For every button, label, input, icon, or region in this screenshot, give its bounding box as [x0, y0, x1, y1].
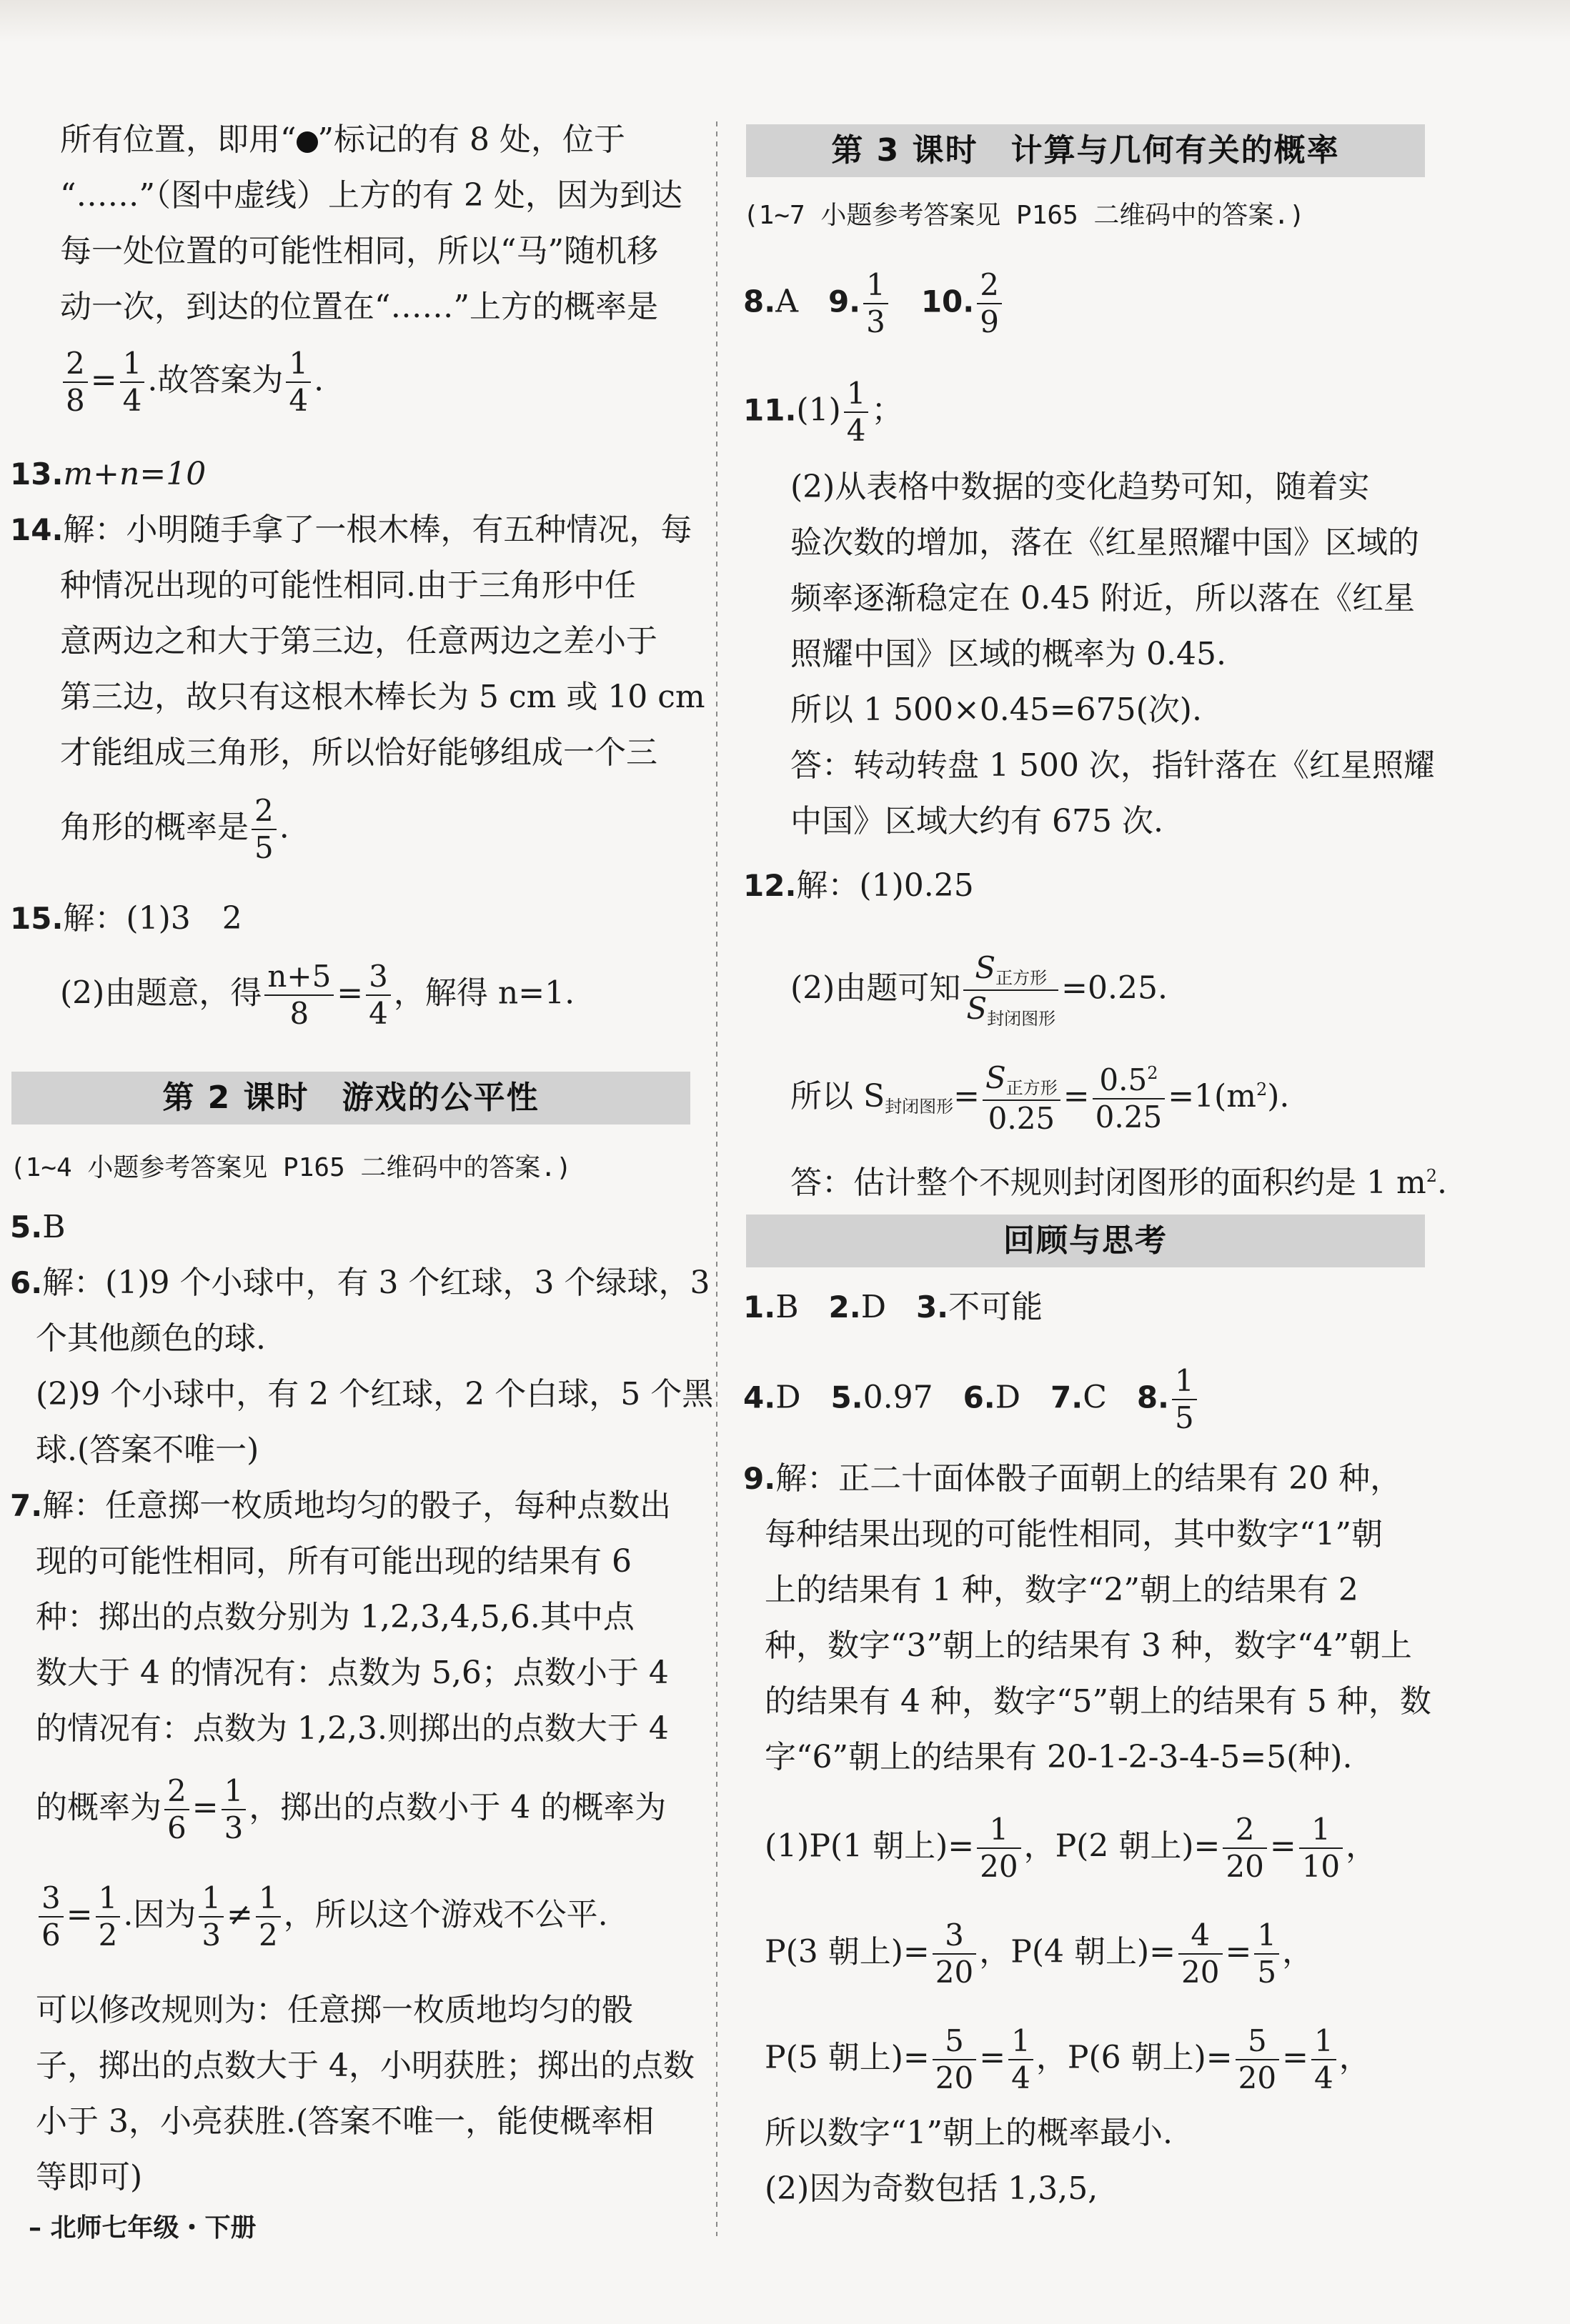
text-line: 上的结果有 1 种，数字“2”朝上的结果有 2 [765, 1572, 1358, 1608]
math-line: (2)由题可知 $\frac{S_{正方形}}{S_{封闭图形}}$ =0.25. [790, 950, 1168, 1029]
fraction: $\frac{5}{20}$ [1236, 2026, 1279, 2093]
fraction: $\frac{4}{20}$ [1178, 1920, 1222, 1988]
fraction: $\frac{3}{20}$ [933, 1920, 976, 1988]
fraction: $\frac{n+5}{8}$ [264, 962, 334, 1029]
fraction: $\frac{2}{20}$ [1223, 1815, 1266, 1882]
text-line: 验次数的增加，落在《红星照耀中国》区域的 [790, 524, 1419, 561]
text-line: (2)因为奇数包括 1,3,5, [765, 2170, 1098, 2207]
page-footer: – 北师七年级・下册 [29, 2213, 257, 2243]
text-line: 才能组成三角形，所以恰好能够组成一个三 [60, 734, 657, 771]
math-line: (1)P(1 朝上)= $\frac{1}{20}$ ，P(2 朝上)= $\frac{2}{20}$ = $\frac{1}{10}$ ， [765, 1812, 1378, 1884]
fraction: $\frac{0.5^2}{0.25}$ [1093, 1064, 1166, 1132]
answer-12: 12.解：(1)0.25 [743, 867, 974, 904]
text-line: 所以 1 500×0.45=675(次). [790, 692, 1202, 728]
answer-14: 14.解：小明随手拿了一根木棒，有五种情况，每 [10, 512, 692, 548]
fraction: $\frac{1}{5}$ [1254, 1920, 1279, 1988]
answer-9: 9.解：正二十面体骰子面朝上的结果有 20 种， [743, 1460, 1402, 1497]
text-line: 现的可能性相同，所有可能出现的结果有 6 [36, 1543, 632, 1580]
text-line: 种：掷出的点数分别为 1,2,3,4,5,6.其中点 [36, 1599, 635, 1635]
math-line: 所以 $S_{封闭图形}=$ $\frac{S_{正方形}}{0.25}$ = $\frac{0.5^2}{0.25}$ $=1(m^2)$. [790, 1060, 1290, 1136]
text-line: 中国》区域大约有 675 次. [790, 803, 1163, 839]
fraction: $\frac{1}{3}$ [222, 1776, 247, 1843]
math-line: 角形的概率是 $\frac{2}{5}$ . [60, 793, 289, 865]
text-line: 字“6”朝上的结果有 20-1-2-3-4-5=5(种). [765, 1739, 1353, 1775]
fraction: $\frac{2}{5}$ [252, 796, 277, 863]
answer-6: 6.解：(1)9 个小球中，有 3 个红球，3 个绿球，3 [10, 1265, 710, 1301]
text-line: 答：转动转盘 1 500 次，指针落在《红星照耀 [790, 747, 1435, 784]
math-line: 的概率为 $\frac{2}{6}$ = $\frac{1}{3}$ ，掷出的点数小于 4 的概率为 [36, 1773, 667, 1845]
text-line: 可以修改规则为：任意掷一枚质地均匀的骰 [36, 1992, 633, 2028]
reference-note: (1~7 小题参考答案见 P165 二维码中的答案.) [743, 201, 1305, 230]
fraction: $\frac{1}{4}$ [1008, 2026, 1033, 2093]
text-line: 第三边，故只有这根木棒长为 5 cm 或 10 cm [60, 679, 705, 715]
text-line: 种，数字“3”朝上的结果有 3 种，数字“4”朝上 [765, 1627, 1412, 1664]
fraction: $\frac{5}{20}$ [933, 2026, 976, 2093]
fraction: $\frac{2}{8}$ [63, 349, 88, 416]
text-line: 所有位置，即用“ ”标记的有 8 处，位于 [60, 121, 625, 158]
fraction: $\frac{3}{6}$ [39, 1883, 64, 1950]
text-line: “……”（图中虚线）上方的有 2 处，因为到达 [60, 177, 682, 214]
text-line: 意两边之和大于第三边，任意两边之差小于 [60, 623, 657, 659]
section-header-lesson-2: 第 2 课时 游戏的公平性 [11, 1072, 690, 1124]
fraction: $\frac{1}{4}$ [286, 349, 311, 416]
column-divider [716, 121, 717, 2236]
fraction: $\frac{1}{3}$ [863, 270, 888, 337]
text-line: 种情况出现的可能性相同.由于三角形中任 [60, 567, 636, 604]
fraction: $\frac{1}{4}$ [1311, 2026, 1336, 2093]
text-line: 每种结果出现的可能性相同，其中数字“1”朝 [765, 1516, 1383, 1552]
fraction: $\frac{1}{5}$ [1172, 1366, 1197, 1433]
text-line: 的结果有 4 种，数字“5”朝上的结果有 5 种，数 [765, 1683, 1431, 1720]
answer-13: 13.m+n=10 [10, 456, 207, 492]
horse-dot-icon [297, 131, 318, 153]
math-line: P(5 朝上)= $\frac{5}{20}$ = $\frac{1}{4}$ ，P(6 朝上)= $\frac{5}{20}$ = $\frac{1}{4}$ ， [765, 2023, 1371, 2095]
fraction: $\frac{1}{4}$ [120, 349, 145, 416]
answer-15: 15.解：(1)3 2 [10, 900, 242, 937]
text-line: (2)从表格中数据的变化趋势可知，随着实 [790, 469, 1370, 505]
answers-8-10: 8.A 9. $\frac{1}{3}$ 10. $\frac{2}{9}$ [743, 270, 1005, 337]
text-line: 小于 3，小亮获胜.(答案不唯一，能使概率相 [36, 2103, 655, 2140]
text-line: 子，掷出的点数大于 4，小明获胜；掷出的点数 [36, 2048, 695, 2084]
fraction: $\frac{3}{4}$ [366, 962, 391, 1029]
answers-1-3: 1.B 2.D 3.不可能 [743, 1289, 1043, 1325]
text-line: 答：估计整个不规则封闭图形的面积约是 1 $m^2$. [790, 1165, 1447, 1201]
section-header-lesson-3: 第 3 课时 计算与几何有关的概率 [746, 124, 1425, 177]
section-header-review: 回顾与思考 [746, 1215, 1425, 1267]
text-line: 频率逐渐稳定在 0.45 附近，所以落在《红星 [790, 580, 1415, 617]
text-line: 等即可) [36, 2159, 143, 2195]
math-line: $\frac{2}{8}$ = $\frac{1}{4}$ .故答案为 $\frac{1}{4}$ . [60, 349, 324, 416]
fraction: $\frac{1}{2}$ [96, 1883, 121, 1950]
answer-11: 11.(1) $\frac{1}{4}$ ； [743, 376, 903, 448]
fraction: $\frac{1}{20}$ [977, 1815, 1020, 1882]
right-column [736, 0, 1570, 2324]
fraction: $\frac{S_{正方形}}{S_{封闭图形}}$ [963, 953, 1058, 1027]
fraction: $\frac{2}{9}$ [977, 270, 1002, 337]
text-line: 照耀中国》区域的概率为 0.45. [790, 636, 1226, 672]
text-line: (2)9 个小球中，有 2 个红球，2 个白球，5 个黑 [36, 1376, 714, 1412]
text-line: 个其他颜色的球. [36, 1320, 266, 1357]
text-line: 所以数字“1”朝上的概率最小. [765, 2115, 1173, 2151]
fraction: $\frac{1}{10}$ [1299, 1815, 1343, 1882]
left-column [0, 0, 714, 2324]
fraction: $\frac{1}{4}$ [844, 379, 869, 446]
math-line: $\frac{3}{6}$ = $\frac{1}{2}$ .因为 $\frac{1}{3}$ ≠ $\frac{1}{2}$ ，所以这个游戏不公平. [36, 1883, 608, 1950]
answer-5: 5.B [10, 1209, 66, 1245]
text-line: 球.(答案不唯一) [36, 1432, 259, 1468]
fraction: $\frac{1}{3}$ [199, 1883, 224, 1950]
reference-note: (1~4 小题参考答案见 P165 二维码中的答案.) [10, 1153, 572, 1182]
answer-7: 7.解：任意掷一枚质地均匀的骰子，每种点数出 [10, 1487, 672, 1524]
fraction: $\frac{1}{2}$ [256, 1883, 281, 1950]
text-line: 每一处位置的可能性相同，所以“马”随机移 [60, 233, 658, 269]
answers-4-8: 4.D 5.0.97 6.D 7.C 8. $\frac{1}{5}$ [743, 1366, 1200, 1433]
fraction: $\frac{2}{6}$ [164, 1776, 189, 1843]
math-line: P(3 朝上)= $\frac{3}{20}$ ，P(4 朝上)= $\frac{4}{20}$ = $\frac{1}{5}$ ， [765, 1917, 1314, 1990]
fraction: $\frac{S_{正方形}}{0.25}$ [983, 1063, 1060, 1134]
text-line: 动一次，到达的位置在“……”上方的概率是 [60, 289, 658, 325]
text-line: 数大于 4 的情况有：点数为 5,6；点数小于 4 [36, 1655, 669, 1691]
text-line: 的情况有：点数为 1,2,3.则掷出的点数大于 4 [36, 1710, 669, 1747]
math-line: (2)由题意，得 $\frac{n+5}{8}$ = $\frac{3}{4}$ ，解得 n=1. [60, 959, 575, 1031]
